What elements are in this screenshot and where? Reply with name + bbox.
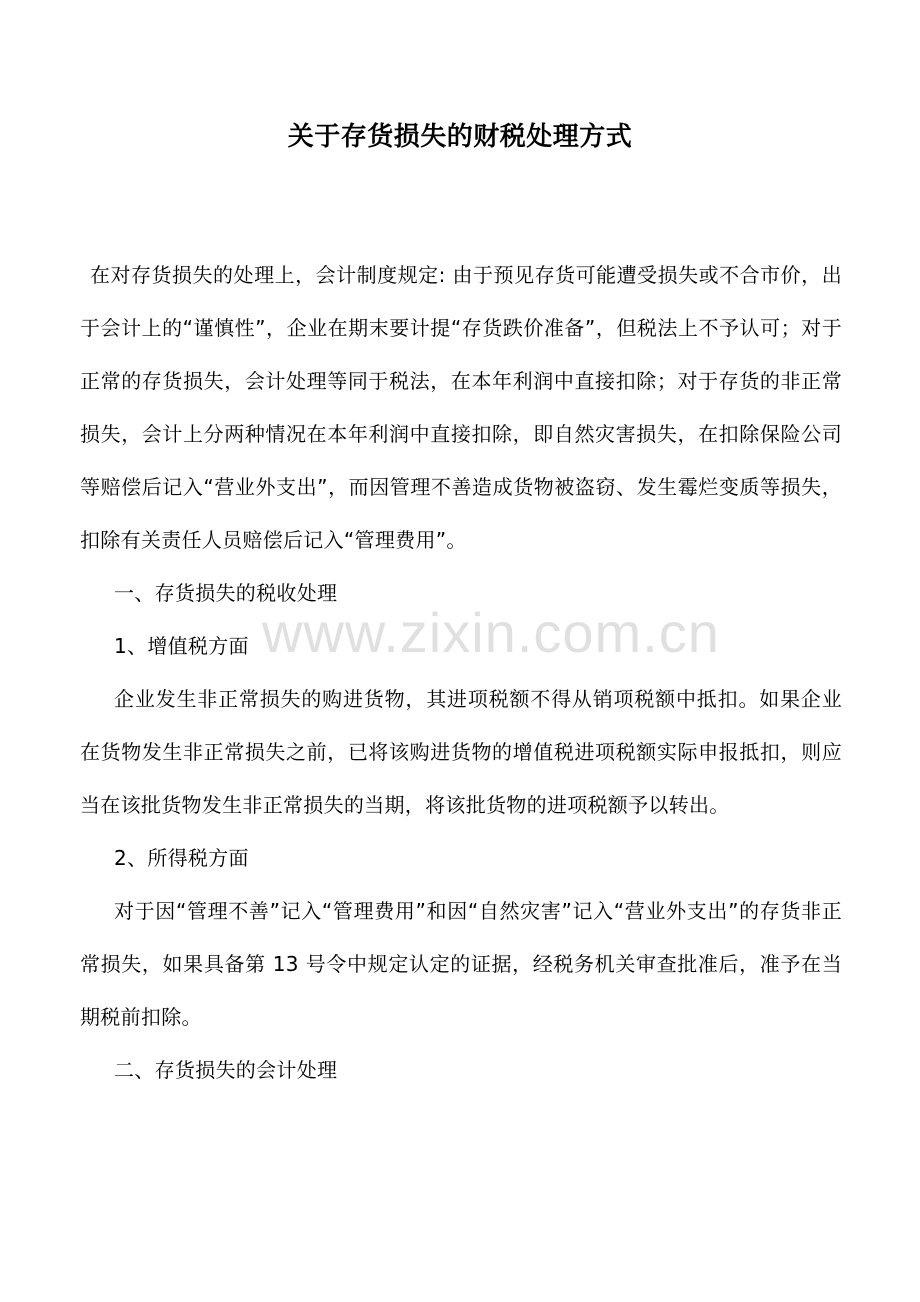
- subheading-income-tax: 2、所得税方面: [114, 846, 249, 870]
- watermark: www.zixin.com.cn: [262, 601, 720, 664]
- section-heading-tax-treatment: 一、存货损失的税收处理: [114, 581, 338, 605]
- income-tax-paragraph: 对于因“管理不善”记入“管理费用”和因“自然灾害”记入“营业外支出”的存货非正常损失，如果具备第 13 号令中规定认定的证据，经税务机关审查批准后，准予在当期税前扣除。: [80, 899, 842, 1029]
- section-heading-accounting-treatment: 二、存货损失的会计处理: [114, 1058, 338, 1082]
- subheading-vat: 1、增值税方面: [114, 634, 249, 658]
- document-body: [80, 249, 842, 1097]
- vat-paragraph: 企业发生非正常损失的购进货物，其进项税额不得从销项税额中抵扣。如果企业在货物发生非正常损失之前，已将该购进货物的增值税进项税额实际申报抵扣，则应当在该批货物发生非正常损失的当期，将该批货物的进项税额予以转出。: [80, 687, 842, 817]
- document-title: 关于存货损失的财税处理方式: [287, 122, 633, 152]
- intro-paragraph: 在对存货损失的处理上，会计制度规定: 由于预见存货可能遭受损失或不合市价，出于会计上的“谨慎性”，企业在期末要计提“存货跌价准备”，但税法上不予认可；对于正常的存货损失，会计处理等同于税法，在本年利润中直接扣除；对于存货的非正常损失，会计上分两种情况在本年利润中直接扣除，即自然灾害损失，在扣除保险公司等赔偿后记入“营业外支出”，而因管理不善造成货物被盗窃、发生霉烂变质等损失，扣除有关责任人员赔偿后记入“管理费用”。: [80, 263, 842, 552]
